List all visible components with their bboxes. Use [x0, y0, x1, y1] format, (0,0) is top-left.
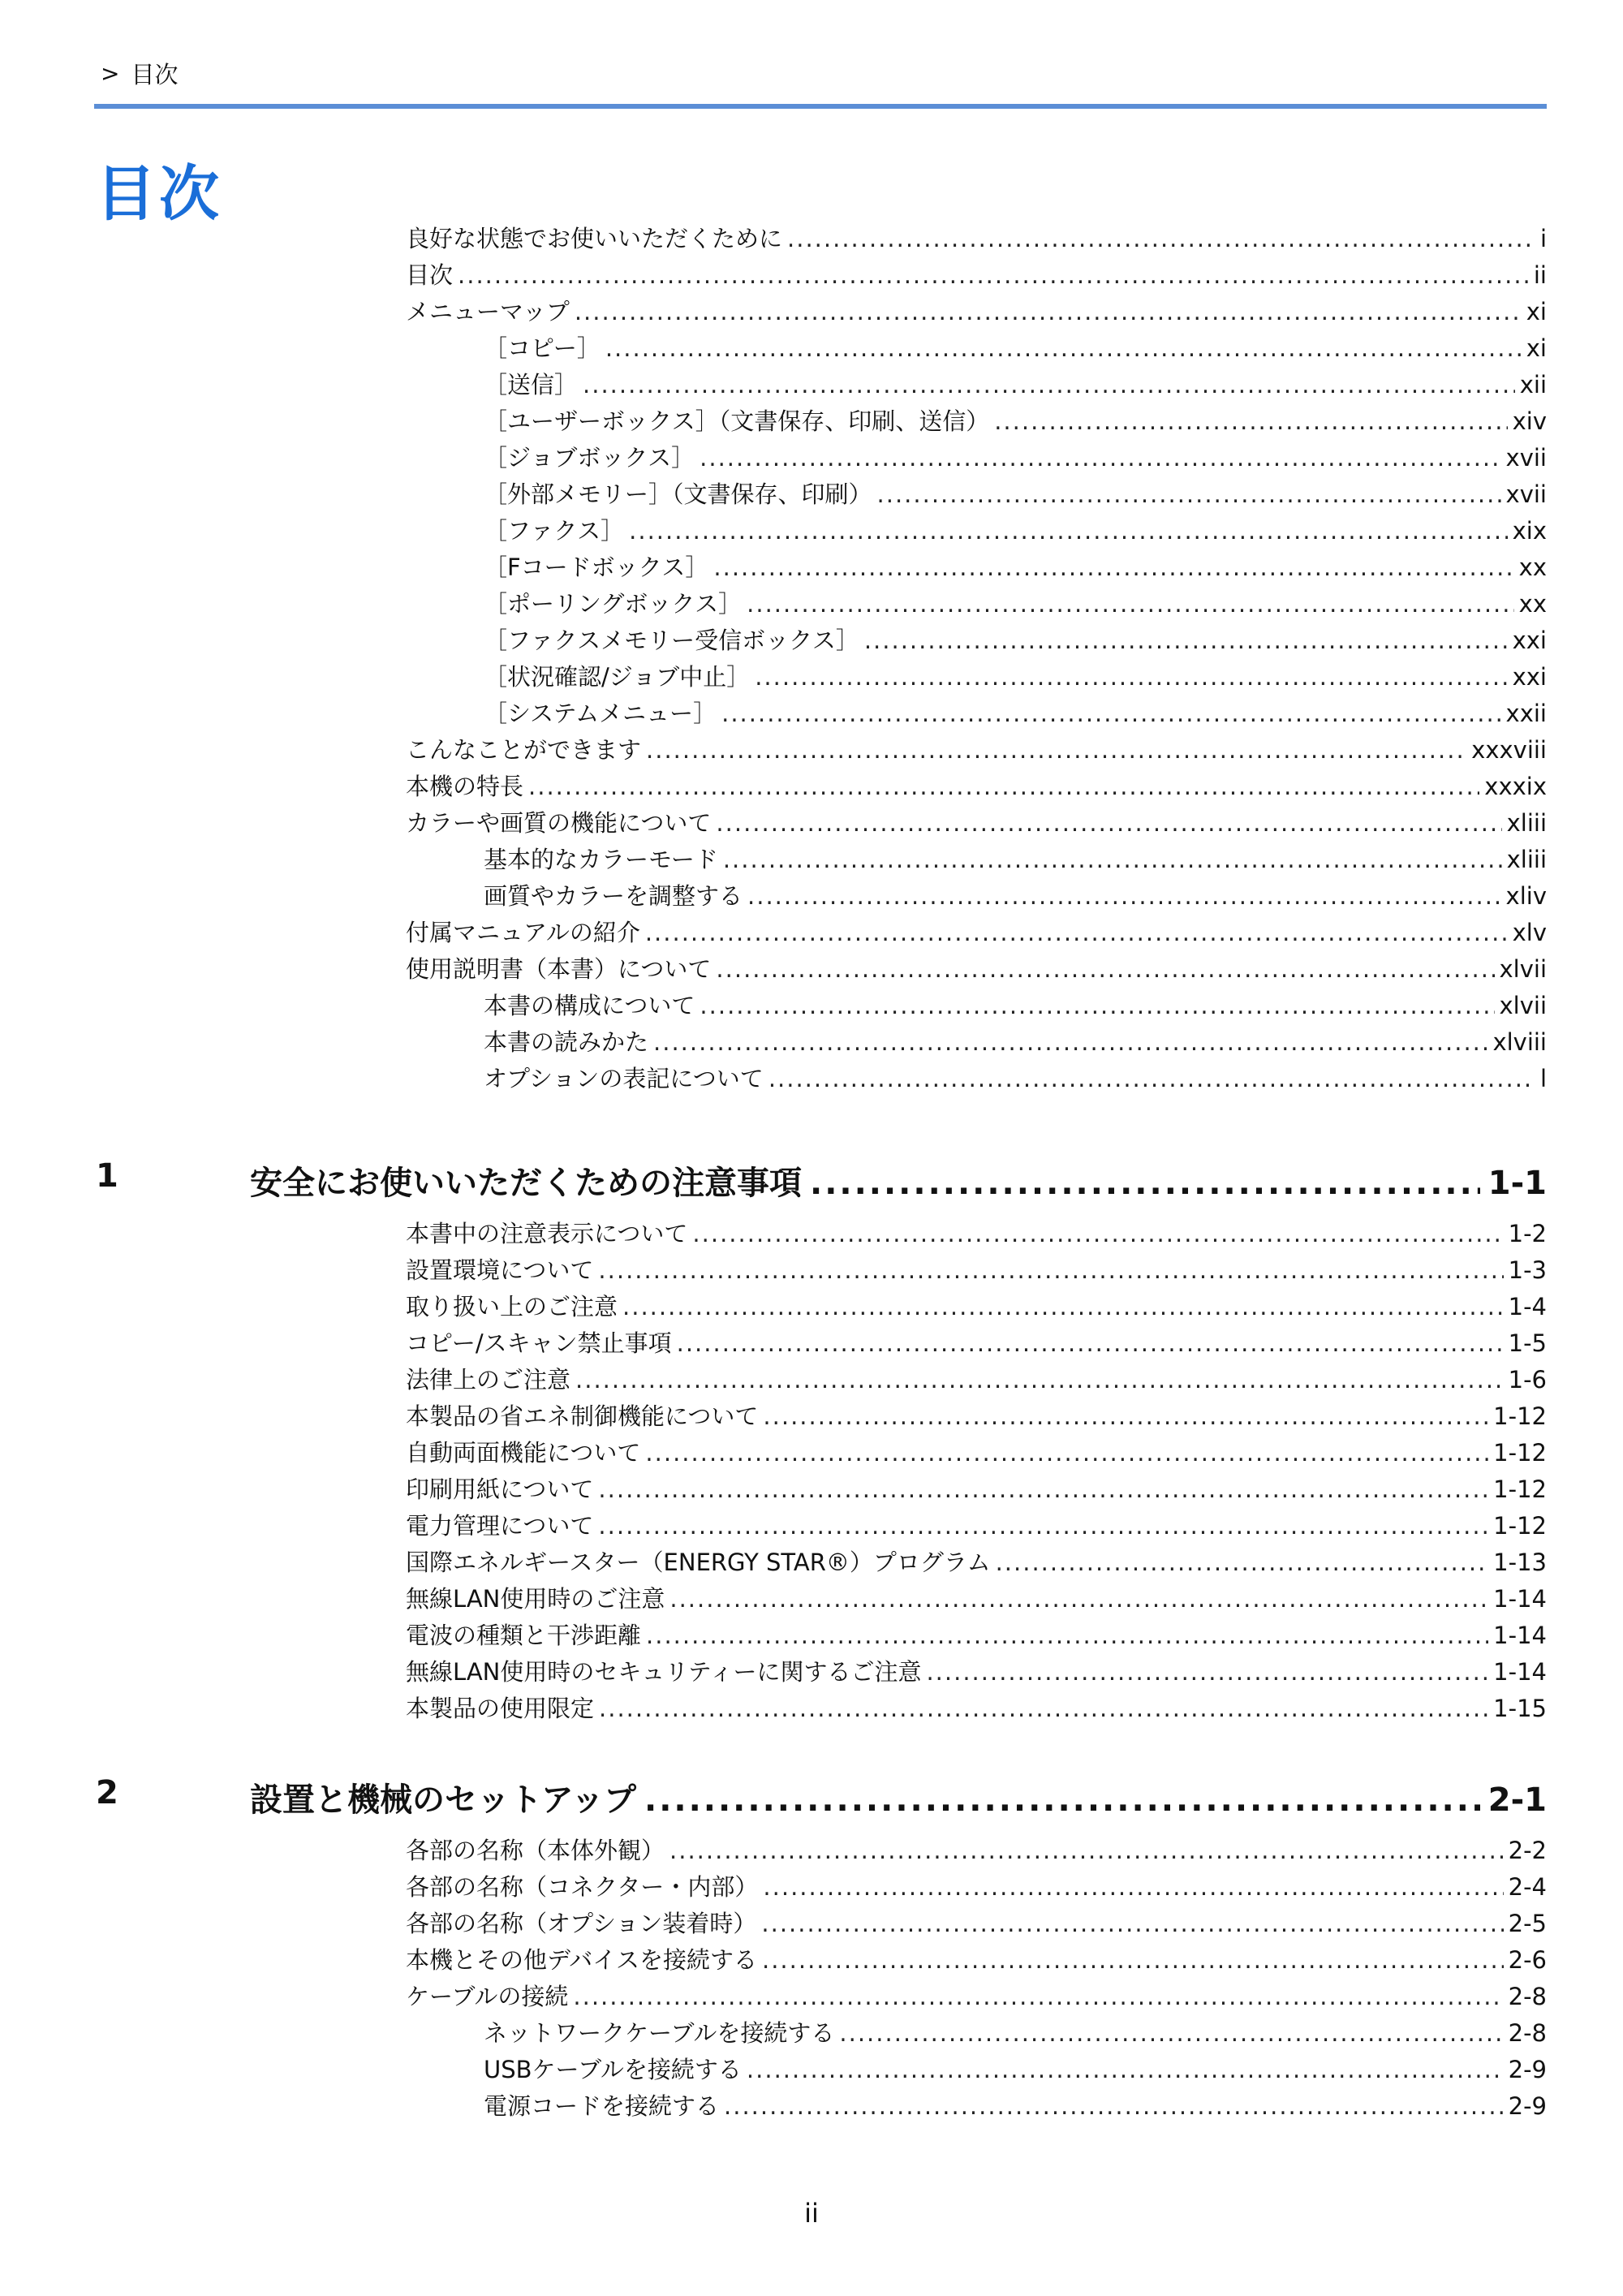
toc-entry-page: 2-9 — [1508, 2092, 1547, 2120]
toc-entry[interactable] — [406, 1909, 1547, 1938]
toc-entry-title: 設置環境について — [406, 1256, 594, 1284]
toc-leader-dots — [721, 699, 1500, 728]
toc-entry-page: xix — [1512, 517, 1547, 545]
toc-leader-dots — [622, 1292, 1504, 1321]
toc-leader-dots — [692, 1219, 1503, 1248]
toc-entry-title: 本書の読みかた — [484, 1028, 649, 1056]
toc-entry-title: カラーや画質の機能について — [406, 809, 712, 837]
toc-leader-dots — [598, 1511, 1488, 1540]
toc-entry[interactable] — [484, 589, 1547, 618]
toc-entry[interactable] — [406, 1694, 1547, 1723]
toc-entry[interactable] — [406, 1292, 1547, 1321]
toc-entry[interactable] — [406, 918, 1547, 947]
toc-entry-page: xliii — [1506, 846, 1547, 873]
toc-entry[interactable] — [406, 735, 1547, 765]
toc-entry-title: ［Fコードボックス］ — [484, 554, 709, 581]
toc-entry-page: 1-15 — [1493, 1695, 1547, 1722]
toc-entry-page: xliii — [1506, 809, 1547, 837]
toc-entry[interactable] — [484, 407, 1547, 436]
toc-entry-page: xvii — [1505, 444, 1547, 472]
toc-entry-page: 2-6 — [1508, 1946, 1547, 1974]
toc-leader-dots — [599, 1694, 1488, 1723]
toc-entry[interactable] — [406, 1982, 1547, 2011]
toc-entry-title: ［ポーリングボックス］ — [484, 590, 743, 618]
toc-leader-dots — [573, 1982, 1503, 2011]
toc-entry-title: 使用説明書（本書）について — [406, 955, 712, 983]
chapter-leader-dots — [810, 1165, 1480, 1202]
toc-entry[interactable] — [406, 1872, 1547, 1902]
toc-leader-dots — [645, 1438, 1488, 1467]
toc-entry-title: ［送信］ — [484, 371, 579, 398]
toc-entry-page: xlv — [1512, 919, 1547, 946]
toc-entry-page: 2-9 — [1508, 2056, 1547, 2083]
toc-leader-dots — [761, 1909, 1503, 1938]
toc-leader-dots — [528, 772, 1479, 801]
toc-leader-dots — [458, 261, 1529, 290]
toc-entry[interactable] — [484, 480, 1547, 509]
toc-leader-dots — [646, 735, 1466, 765]
chapter-heading[interactable] — [250, 1157, 1547, 1204]
toc-entry[interactable] — [406, 808, 1547, 838]
toc-leader-dots — [994, 407, 1507, 436]
toc-entry-page: 1-14 — [1493, 1658, 1547, 1686]
toc-entry[interactable] — [484, 626, 1547, 655]
toc-leader-dots — [669, 1584, 1488, 1613]
toc-entry-page: 2-8 — [1508, 1983, 1547, 2010]
toc-entry-page: 1-12 — [1493, 1439, 1547, 1467]
toc-entry[interactable] — [484, 699, 1547, 728]
toc-entry[interactable] — [406, 1256, 1547, 1285]
toc-leader-dots — [598, 1256, 1503, 1285]
toc-leader-dots — [747, 2055, 1504, 2084]
toc-entry-title: ［状況確認/ジョブ中止］ — [484, 663, 751, 691]
toc-entry[interactable] — [484, 553, 1547, 582]
toc-entry-title: 法律上のご注意 — [406, 1366, 571, 1394]
toc-entry-page: xliv — [1505, 882, 1547, 910]
toc-entry-title: 各部の名称（本体外観） — [406, 1837, 665, 1864]
toc-entry-title: ネットワークケーブルを接続する — [484, 2019, 835, 2047]
toc-entry[interactable] — [484, 516, 1547, 545]
toc-entry[interactable] — [484, 1027, 1547, 1057]
toc-entry[interactable] — [406, 1219, 1547, 1248]
toc-entry-page: xxi — [1512, 663, 1547, 691]
page-number: ii — [804, 2198, 819, 2229]
toc-leader-dots — [713, 553, 1513, 582]
toc-leader-dots — [575, 1365, 1504, 1394]
toc-leader-dots — [653, 1027, 1487, 1057]
toc-entry-title: 本書中の注意表示について — [406, 1220, 688, 1247]
toc-leader-dots — [716, 808, 1501, 838]
chapter-leader-dots — [644, 1781, 1480, 1819]
toc-entry[interactable] — [406, 1584, 1547, 1613]
toc-entry-page: 1-6 — [1508, 1366, 1547, 1394]
toc-leader-dots — [716, 954, 1494, 984]
toc-entry-title: 電源コードを接続する — [484, 2092, 720, 2120]
toc-entry-title: 画質やカラーを調整する — [484, 882, 743, 910]
toc-entry-page: 1-14 — [1493, 1585, 1547, 1613]
breadcrumb-label: 目次 — [131, 61, 179, 88]
toc-entry-title: 無線LAN使用時のセキュリティーに関するご注意 — [406, 1658, 922, 1686]
chapter-number: 1 — [96, 1157, 118, 1195]
toc-entry-page: 2-4 — [1508, 1873, 1547, 1901]
toc-entry[interactable] — [406, 1329, 1547, 1358]
toc-entry-title: 良好な状態でお使いいただくために — [406, 225, 783, 252]
toc-leader-dots — [583, 370, 1515, 399]
toc-entry-page: xii — [1519, 371, 1547, 398]
toc-leader-dots — [996, 1548, 1489, 1577]
toc-entry-page: xi — [1526, 298, 1547, 325]
toc-entry-title: ［外部メモリー］（文書保存、印刷） — [484, 480, 872, 508]
toc-entry[interactable] — [406, 1836, 1547, 1865]
page-title: 目次 — [96, 159, 222, 229]
toc-leader-dots — [755, 662, 1507, 691]
breadcrumb — [101, 57, 178, 90]
toc-leader-dots — [669, 1836, 1504, 1865]
toc-entry-page: 1-12 — [1493, 1402, 1547, 1430]
toc-entry-title: 国際エネルギースター（ENERGY STAR®）プログラム — [406, 1549, 991, 1576]
toc-leader-dots — [864, 626, 1508, 655]
toc-entry-title: 各部の名称（コネクター・内部） — [406, 1873, 759, 1901]
toc-entry-page: xlviii — [1492, 1028, 1547, 1056]
toc-entry-title: 取り扱い上のご注意 — [406, 1293, 618, 1320]
toc-entry-title: ケーブルの接続 — [406, 1983, 569, 2010]
toc-entry-title: 本製品の省エネ制御機能について — [406, 1402, 759, 1430]
toc-leader-dots — [724, 2091, 1504, 2121]
toc-entry-title: 本機とその他デバイスを接続する — [406, 1946, 757, 1974]
toc-entry-page: xlvii — [1499, 955, 1547, 983]
toc-leader-dots — [926, 1657, 1488, 1686]
toc-entry[interactable] — [406, 224, 1547, 253]
toc-entry-title: ［ユーザーボックス］（文書保存、印刷、送信） — [484, 407, 990, 435]
toc-entry-page: xx — [1518, 590, 1547, 618]
toc-entry-page: 1-12 — [1493, 1512, 1547, 1540]
toc-entry-title: 付属マニュアルの紹介 — [406, 919, 640, 946]
toc-leader-dots — [646, 1621, 1488, 1650]
toc-entry[interactable] — [484, 881, 1547, 911]
toc-entry[interactable] — [484, 334, 1547, 363]
toc-entry-page: 2-8 — [1508, 2019, 1547, 2047]
chapter-page: 2-1 — [1487, 1781, 1547, 1819]
toc-entry-title: ［ファクスメモリー受信ボックス］ — [484, 627, 859, 654]
toc-leader-dots — [787, 224, 1535, 253]
toc-entry-page: xxi — [1512, 627, 1547, 654]
chapter-title: 設置と機械のセットアップ — [250, 1781, 636, 1819]
header-divider — [94, 104, 1547, 109]
toc-entry[interactable] — [406, 1475, 1547, 1504]
toc-entry-page: xxii — [1505, 700, 1547, 727]
toc-leader-dots — [598, 1475, 1488, 1504]
toc-entry-title: 印刷用紙について — [406, 1475, 594, 1503]
toc-entry[interactable] — [484, 845, 1547, 874]
toc-entry-page: ii — [1533, 261, 1547, 289]
toc-entry-page: 2-2 — [1508, 1837, 1547, 1864]
toc-leader-dots — [700, 991, 1494, 1020]
chapter-page: 1-1 — [1487, 1165, 1547, 1202]
toc-entry[interactable] — [484, 991, 1547, 1020]
toc-leader-dots — [839, 2018, 1503, 2048]
toc-entry-page: 1-4 — [1508, 1293, 1547, 1320]
toc-entry-page: 2-5 — [1508, 1910, 1547, 1937]
toc-entry-title: オプションの表記について — [484, 1065, 764, 1092]
chapter-title: 安全にお使いいただくための注意事項 — [250, 1165, 802, 1202]
toc-leader-dots — [747, 881, 1501, 911]
toc-entry-page: xi — [1526, 334, 1547, 362]
toc-entry-page: xxxviii — [1471, 736, 1547, 764]
toc-entry-page: 1-14 — [1493, 1622, 1547, 1649]
toc-entry[interactable] — [484, 2091, 1547, 2121]
toc-leader-dots — [629, 516, 1507, 545]
toc-entry[interactable] — [406, 1511, 1547, 1540]
toc-leader-dots — [762, 1945, 1504, 1975]
toc-entry[interactable] — [406, 261, 1547, 290]
toc-entry-title: メニューマップ — [406, 298, 570, 325]
toc-entry-page: 1-12 — [1493, 1475, 1547, 1503]
chapter-number: 2 — [96, 1774, 118, 1811]
toc-entry[interactable] — [484, 2055, 1547, 2084]
toc-leader-dots — [575, 297, 1522, 326]
toc-entry[interactable] — [406, 1945, 1547, 1975]
toc-entry-title: こんなことができます — [406, 736, 642, 764]
toc-leader-dots — [605, 334, 1522, 363]
toc-leader-dots — [763, 1872, 1503, 1902]
toc-entry-title: 電波の種類と干渉距離 — [406, 1622, 642, 1649]
toc-entry-title: ［コピー］ — [484, 334, 601, 362]
chevron-right-icon: > — [101, 60, 120, 87]
toc-leader-dots — [723, 845, 1502, 874]
toc-entry-title: 各部の名称（オプション装着時） — [406, 1910, 757, 1937]
toc-leader-dots — [747, 589, 1514, 618]
toc-entry-page: i — [1539, 225, 1547, 252]
toc-entry-title: ［ファクス］ — [484, 517, 625, 545]
toc-entry[interactable] — [406, 1548, 1547, 1577]
toc-entry[interactable] — [406, 1365, 1547, 1394]
toc-entry[interactable] — [484, 370, 1547, 399]
toc-entry-page: xx — [1518, 554, 1547, 581]
toc-leader-dots — [768, 1064, 1535, 1093]
toc-entry[interactable] — [406, 1402, 1547, 1431]
toc-leader-dots — [877, 480, 1501, 509]
toc-entry-page: xiv — [1512, 407, 1547, 435]
toc-entry[interactable] — [406, 1621, 1547, 1650]
toc-entry-page: xxxix — [1484, 773, 1547, 800]
toc-entry[interactable] — [484, 2018, 1547, 2048]
toc-entry-page: 1-5 — [1508, 1329, 1547, 1357]
toc-entry[interactable] — [406, 954, 1547, 984]
toc-leader-dots — [700, 443, 1500, 472]
toc-entry-title: コピー/スキャン禁止事項 — [406, 1329, 672, 1357]
toc-entry-page: 1-2 — [1508, 1220, 1547, 1247]
toc-entry-title: 本機の特長 — [406, 773, 524, 800]
toc-entry-page: 1-3 — [1508, 1256, 1547, 1284]
toc-entry-title: 本書の構成について — [484, 992, 695, 1019]
toc-entry-title: 自動両面機能について — [406, 1439, 641, 1467]
toc-entry[interactable] — [484, 1064, 1547, 1093]
toc-entry-title: 電力管理について — [406, 1512, 594, 1540]
toc-entry-page: l — [1539, 1065, 1547, 1092]
toc-entry-title: 目次 — [406, 261, 454, 289]
toc-entry-page: xvii — [1505, 480, 1547, 508]
toc-entry-title: 基本的なカラーモード — [484, 846, 718, 873]
toc-leader-dots — [677, 1329, 1504, 1358]
toc-entry[interactable] — [406, 772, 1547, 801]
toc-entry[interactable] — [484, 443, 1547, 472]
toc-entry-title: ［システムメニュー］ — [484, 700, 717, 727]
toc-entry-title: ［ジョブボックス］ — [484, 444, 695, 472]
toc-entry-title: USBケーブルを接続する — [484, 2056, 742, 2083]
toc-entry[interactable] — [406, 1657, 1547, 1686]
toc-entry[interactable] — [406, 297, 1547, 326]
toc-entry-title: 本製品の使用限定 — [406, 1695, 595, 1722]
toc-entry[interactable] — [406, 1438, 1547, 1467]
toc-entry[interactable] — [484, 662, 1547, 691]
toc-entry-title: 無線LAN使用時のご注意 — [406, 1585, 665, 1613]
toc-entry-page: 1-13 — [1493, 1549, 1547, 1576]
toc-entry-page: xlvii — [1499, 992, 1547, 1019]
toc-leader-dots — [645, 918, 1508, 947]
toc-leader-dots — [763, 1402, 1488, 1431]
chapter-heading[interactable] — [250, 1774, 1547, 1820]
